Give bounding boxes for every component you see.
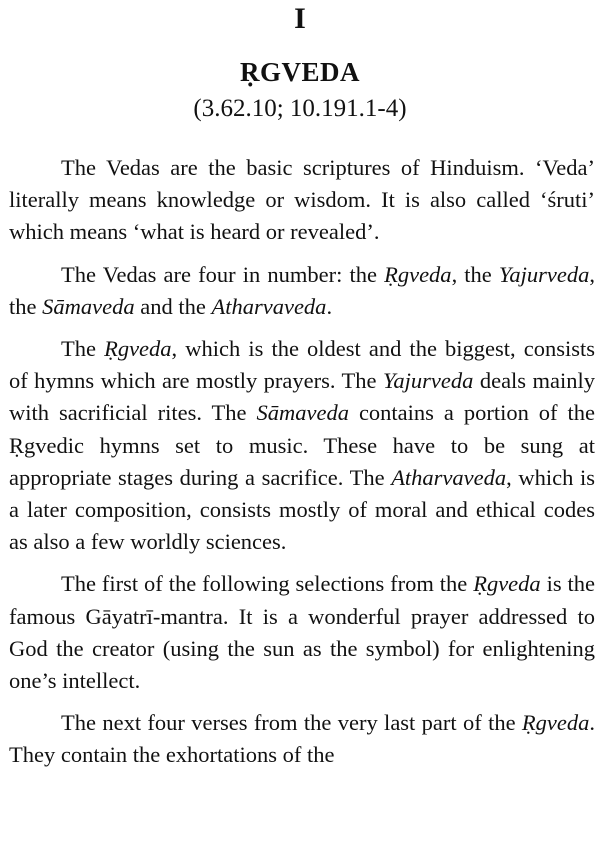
italic-term: Sāmaveda (42, 293, 135, 319)
paragraph (9, 707, 595, 771)
text-run: The Vedas are the basic scriptures of Hinduism. ‘Veda’ literally means knowledge or wisdom. It is also called ‘śruti’ which means ‘what is heard or revealed’. (9, 155, 595, 245)
text-run: , which is the oldest and the biggest, consists of hymns which are mostly prayers. The (9, 336, 595, 394)
italic-term: Ṛgveda (384, 261, 452, 287)
text-run: , which is a later composition, consists mostly of moral and ethical codes as also a few worldly sciences. (9, 464, 595, 555)
italic-term: Ṛgveda (521, 710, 590, 736)
text-run: , the (9, 261, 595, 319)
paragraph (9, 259, 595, 323)
text-run: . They contain the exhortations of the (9, 710, 595, 768)
italic-term: Yajurveda (382, 368, 474, 394)
text-run: . (326, 293, 333, 319)
italic-term: Ṛgveda (104, 336, 172, 362)
paragraph (9, 568, 595, 697)
text-run: deals mainly with sacrificial rites. The (9, 368, 595, 426)
verse-references: (3.62.10; 10.191.1-4) (193, 95, 407, 122)
italic-term: Atharvaveda (211, 293, 327, 319)
italic-term: Yajurveda (498, 261, 590, 287)
text-run: The Vedas are four in number: the (61, 261, 385, 287)
text-run: is the famous Gāyatrī-mantra. It is a wonderful prayer addressed to God the creator (using the sun as the symbol) for enlightening one’s intellect. (9, 571, 595, 694)
text-run: and the (134, 293, 212, 319)
text-run: The next four verses from the very last part of the (61, 710, 522, 736)
chapter-title: ṚGVEDA (239, 57, 360, 87)
chapter-number: I (294, 2, 306, 35)
text-run: The (61, 336, 105, 362)
italic-term: Ṛgveda (473, 571, 541, 597)
body-text (9, 152, 595, 782)
text-run: The first of the following selections from the (61, 571, 474, 597)
italic-term: Sāmaveda (256, 400, 349, 426)
italic-term: Atharvaveda (391, 464, 507, 490)
paragraph (9, 333, 595, 558)
text-run: , the (451, 261, 499, 287)
paragraph (9, 152, 595, 249)
text-run: contains a portion of the Ṛgvedic hymns set to music. These have to be sung at appropriate stages during a sacrifice. The (9, 400, 595, 490)
